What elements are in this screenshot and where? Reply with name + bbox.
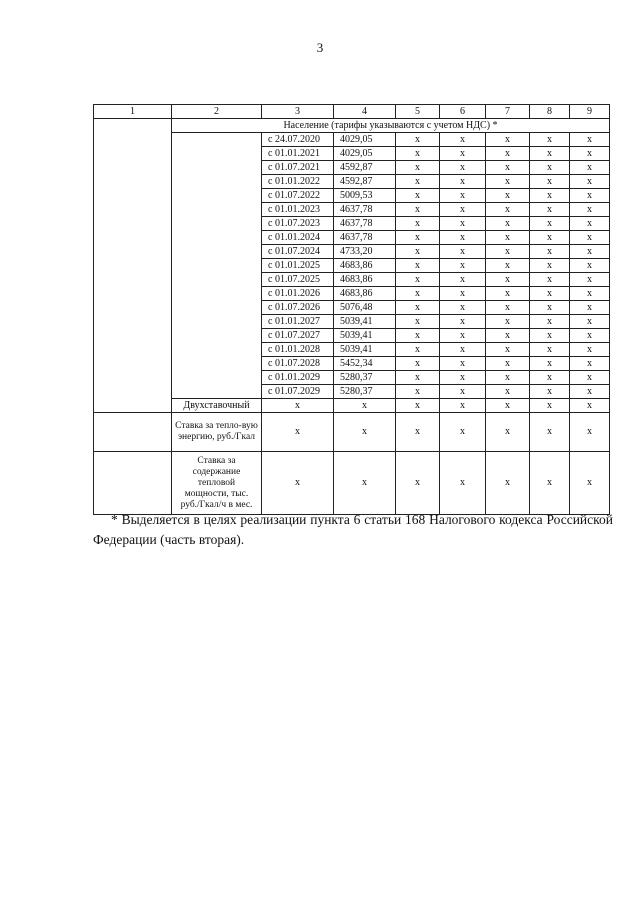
x-mark-cell: x	[334, 413, 396, 452]
x-mark-cell: x	[440, 161, 486, 175]
x-mark-cell: x	[396, 217, 440, 231]
x-mark-cell: x	[530, 273, 570, 287]
x-mark-cell: x	[486, 399, 530, 413]
x-mark-cell: x	[486, 357, 530, 371]
x-mark-cell: x	[530, 371, 570, 385]
x-mark-cell: x	[262, 413, 334, 452]
period-date: с 01.01.2023	[262, 203, 334, 217]
category-cell	[94, 119, 172, 413]
x-mark-cell: x	[486, 287, 530, 301]
tariff-value: 4029,05	[334, 133, 396, 147]
x-mark-cell: x	[570, 189, 610, 203]
x-mark-cell: x	[396, 133, 440, 147]
x-mark-cell: x	[440, 273, 486, 287]
x-mark-cell: x	[486, 231, 530, 245]
header-cell: 9	[570, 105, 610, 119]
x-mark-cell: x	[440, 413, 486, 452]
x-mark-cell: x	[486, 273, 530, 287]
x-mark-cell: x	[396, 371, 440, 385]
period-date: с 01.07.2026	[262, 301, 334, 315]
x-mark-cell: x	[440, 287, 486, 301]
period-date: с 01.07.2027	[262, 329, 334, 343]
tariff-table	[93, 104, 610, 515]
x-mark-cell: x	[486, 189, 530, 203]
table-row	[94, 133, 610, 147]
group-title: Население (тарифы указываются с учетом НДС) *	[172, 119, 610, 133]
x-mark-cell: x	[530, 175, 570, 189]
tariff-value: 4683,86	[334, 259, 396, 273]
x-mark-cell: x	[570, 452, 610, 515]
x-mark-cell: x	[396, 315, 440, 329]
header-cell: 2	[172, 105, 262, 119]
tariff-value: 5009,53	[334, 189, 396, 203]
x-mark-cell: x	[530, 301, 570, 315]
x-mark-cell: x	[486, 147, 530, 161]
period-date: с 01.01.2025	[262, 259, 334, 273]
x-mark-cell: x	[396, 329, 440, 343]
tariff-value: 5076,48	[334, 301, 396, 315]
x-mark-cell: x	[530, 413, 570, 452]
header-row	[94, 105, 610, 119]
x-mark-cell: x	[396, 231, 440, 245]
tariff-value: 5452,34	[334, 357, 396, 371]
x-mark-cell: x	[334, 452, 396, 515]
x-mark-cell: x	[440, 147, 486, 161]
x-mark-cell: x	[486, 371, 530, 385]
x-mark-cell: x	[440, 245, 486, 259]
x-mark-cell: x	[440, 329, 486, 343]
x-mark-cell: x	[440, 385, 486, 399]
row-label: Двухставочный	[172, 399, 262, 413]
tariff-value: 5280,37	[334, 371, 396, 385]
x-mark-cell: x	[396, 245, 440, 259]
x-mark-cell: x	[396, 189, 440, 203]
period-date: с 01.01.2028	[262, 343, 334, 357]
header-cell: 5	[396, 105, 440, 119]
x-mark-cell: x	[570, 371, 610, 385]
x-mark-cell: x	[486, 329, 530, 343]
period-date: с 01.01.2024	[262, 231, 334, 245]
x-mark-cell: x	[396, 161, 440, 175]
x-mark-cell: x	[396, 203, 440, 217]
capacity-rate-row	[94, 452, 610, 515]
period-date: с 01.07.2022	[262, 189, 334, 203]
x-mark-cell: x	[396, 259, 440, 273]
x-mark-cell: x	[570, 413, 610, 452]
x-mark-cell: x	[440, 301, 486, 315]
tariff-value: 5280,37	[334, 385, 396, 399]
period-date: с 01.01.2027	[262, 315, 334, 329]
x-mark-cell: x	[486, 245, 530, 259]
x-mark-cell: x	[570, 273, 610, 287]
x-mark-cell: x	[570, 175, 610, 189]
x-mark-cell: x	[440, 315, 486, 329]
period-date: с 24.07.2020	[262, 133, 334, 147]
x-mark-cell: x	[486, 133, 530, 147]
tariff-value: 4592,87	[334, 175, 396, 189]
tariff-value: 4592,87	[334, 161, 396, 175]
x-mark-cell: x	[570, 399, 610, 413]
x-mark-cell: x	[440, 399, 486, 413]
x-mark-cell: x	[530, 452, 570, 515]
x-mark-cell: x	[570, 217, 610, 231]
x-mark-cell: x	[396, 399, 440, 413]
empty-type-cell	[172, 133, 262, 399]
x-mark-cell: x	[262, 452, 334, 515]
x-mark-cell: x	[486, 161, 530, 175]
x-mark-cell: x	[440, 189, 486, 203]
x-mark-cell: x	[396, 357, 440, 371]
empty-category-cell	[94, 452, 172, 515]
x-mark-cell: x	[440, 175, 486, 189]
period-date: с 01.01.2029	[262, 371, 334, 385]
energy-rate-row	[94, 413, 610, 452]
x-mark-cell: x	[530, 217, 570, 231]
x-mark-cell: x	[440, 452, 486, 515]
x-mark-cell: x	[486, 301, 530, 315]
x-mark-cell: x	[530, 147, 570, 161]
x-mark-cell: x	[530, 357, 570, 371]
footnote: * Выделяется в целях реализации пункта 6 статьи 168 Налогового кодекса Российской Федерации (часть вторая).	[93, 512, 613, 547]
header-cell: 6	[440, 105, 486, 119]
period-date: с 01.07.2023	[262, 217, 334, 231]
x-mark-cell: x	[570, 287, 610, 301]
period-date: с 01.07.2021	[262, 161, 334, 175]
x-mark-cell: x	[530, 203, 570, 217]
x-mark-cell: x	[570, 203, 610, 217]
two-part-row	[94, 399, 610, 413]
empty-category-cell	[94, 413, 172, 452]
header-cell: 3	[262, 105, 334, 119]
x-mark-cell: x	[486, 452, 530, 515]
x-mark-cell: x	[530, 343, 570, 357]
page-number: 3	[316, 40, 324, 55]
x-mark-cell: x	[396, 175, 440, 189]
x-mark-cell: x	[570, 301, 610, 315]
x-mark-cell: x	[486, 175, 530, 189]
period-date: с 01.07.2029	[262, 385, 334, 399]
x-mark-cell: x	[396, 452, 440, 515]
period-date: с 01.07.2028	[262, 357, 334, 371]
x-mark-cell: x	[440, 231, 486, 245]
x-mark-cell: x	[530, 399, 570, 413]
x-mark-cell: x	[486, 259, 530, 273]
x-mark-cell: x	[396, 147, 440, 161]
x-mark-cell: x	[570, 343, 610, 357]
x-mark-cell: x	[570, 315, 610, 329]
x-mark-cell: x	[440, 217, 486, 231]
tariff-value: 4683,86	[334, 273, 396, 287]
tariff-value: 4029,05	[334, 147, 396, 161]
period-date: с 01.07.2025	[262, 273, 334, 287]
x-mark-cell: x	[570, 147, 610, 161]
x-mark-cell: x	[486, 413, 530, 452]
x-mark-cell: x	[486, 203, 530, 217]
x-mark-cell: x	[530, 287, 570, 301]
x-mark-cell: x	[396, 301, 440, 315]
x-mark-cell: x	[396, 413, 440, 452]
x-mark-cell: x	[570, 385, 610, 399]
tariff-value: 4683,86	[334, 287, 396, 301]
period-date: с 01.01.2022	[262, 175, 334, 189]
x-mark-cell: x	[530, 245, 570, 259]
period-date: с 01.01.2026	[262, 287, 334, 301]
x-mark-cell: x	[570, 245, 610, 259]
x-mark-cell: x	[570, 133, 610, 147]
x-mark-cell: x	[486, 343, 530, 357]
x-mark-cell: x	[530, 133, 570, 147]
x-mark-cell: x	[570, 161, 610, 175]
tariff-value: 4637,78	[334, 217, 396, 231]
x-mark-cell: x	[530, 259, 570, 273]
period-date: с 01.01.2021	[262, 147, 334, 161]
header-cell: 1	[94, 105, 172, 119]
tariff-value: 5039,41	[334, 329, 396, 343]
tariff-value: 5039,41	[334, 315, 396, 329]
x-mark-cell: x	[334, 399, 396, 413]
tariff-value: 5039,41	[334, 343, 396, 357]
row-label: Ставка за содержание тепловой мощности, тыс. руб./Гкал/ч в мес.	[172, 452, 262, 515]
tariff-value: 4637,78	[334, 203, 396, 217]
x-mark-cell: x	[440, 343, 486, 357]
header-cell: 4	[334, 105, 396, 119]
x-mark-cell: x	[530, 231, 570, 245]
x-mark-cell: x	[530, 315, 570, 329]
x-mark-cell: x	[530, 189, 570, 203]
x-mark-cell: x	[486, 217, 530, 231]
x-mark-cell: x	[440, 203, 486, 217]
x-mark-cell: x	[440, 133, 486, 147]
row-label: Ставка за тепло-вую энергию, руб./Гкал	[172, 413, 262, 452]
period-date: с 01.07.2024	[262, 245, 334, 259]
header-cell: 8	[530, 105, 570, 119]
x-mark-cell: x	[396, 287, 440, 301]
tariff-value: 4637,78	[334, 231, 396, 245]
x-mark-cell: x	[530, 329, 570, 343]
x-mark-cell: x	[570, 259, 610, 273]
x-mark-cell: x	[486, 315, 530, 329]
x-mark-cell: x	[440, 357, 486, 371]
x-mark-cell: x	[396, 343, 440, 357]
x-mark-cell: x	[396, 273, 440, 287]
x-mark-cell: x	[570, 231, 610, 245]
x-mark-cell: x	[530, 385, 570, 399]
x-mark-cell: x	[530, 161, 570, 175]
x-mark-cell: x	[486, 385, 530, 399]
x-mark-cell: x	[570, 357, 610, 371]
x-mark-cell: x	[570, 329, 610, 343]
header-cell: 7	[486, 105, 530, 119]
x-mark-cell: x	[396, 385, 440, 399]
group-title-row	[94, 119, 610, 133]
x-mark-cell: x	[440, 259, 486, 273]
x-mark-cell: x	[440, 371, 486, 385]
x-mark-cell: x	[262, 399, 334, 413]
tariff-value: 4733,20	[334, 245, 396, 259]
